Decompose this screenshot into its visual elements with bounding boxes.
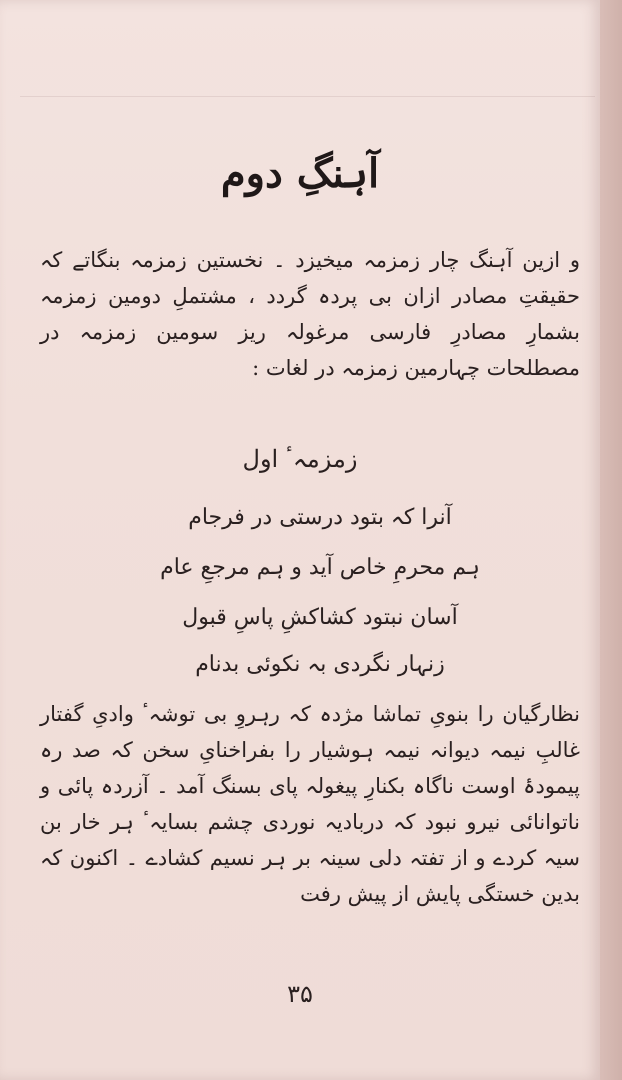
verse-line: آنرا کہ بتود درستی در فرجام xyxy=(188,505,452,530)
body-paragraph: نظارگیان را بنویِ تماشا مژدہ کہ رہروِ بی توشہٴ وادیِ گفتار غالبِ نیمہ دیوانہ نیمہ ہوشیار را بفراخنایِ سخن کہ صد رہ پیمودۂ اوست ناگاہ بکنارِ پیغولہ پای بسنگ آمد ۔ آزردہ پائی و ناتوانائی نیرو نبود کہ دربادیہ نوردی چشم بسایہٴ ہر خار بن سیہ کردے و از تفتہ دلی سینہ بر ہر نسیم کشادے ۔ اکنون کہ بدین خستگی پایش از پیش رفت xyxy=(40,702,580,906)
verse-line: زنہار نگردی بہ نکوئی بدنام xyxy=(195,652,445,677)
faint-rule xyxy=(20,96,595,97)
chapter-title: آہنگِ دوم xyxy=(220,150,380,197)
page-edge xyxy=(600,0,622,1080)
intro-paragraph: و ازین آہنگ چار زمزمہ میخیزد ۔ نخستین زمزمہ بنگاتے کہ حقیقتِ مصادر ازان بی پردہ گردد ، مشتملِ دومین زمزمہ بشمارِ مصادرِ فارسی مرغولہ ریز سومین زمزمہ در مصطلحات چہارمین زمزمہ در لغات : xyxy=(40,248,580,380)
verse-line: ہم محرمِ خاص آید و ہم مرجعِ عام xyxy=(160,555,480,580)
page-number: ۳۵ xyxy=(287,980,313,1008)
section-heading: زمزمہٴ اول xyxy=(242,445,358,473)
verse-line: آسان نبتود کشاکشِ پاسِ قبول xyxy=(182,605,458,630)
